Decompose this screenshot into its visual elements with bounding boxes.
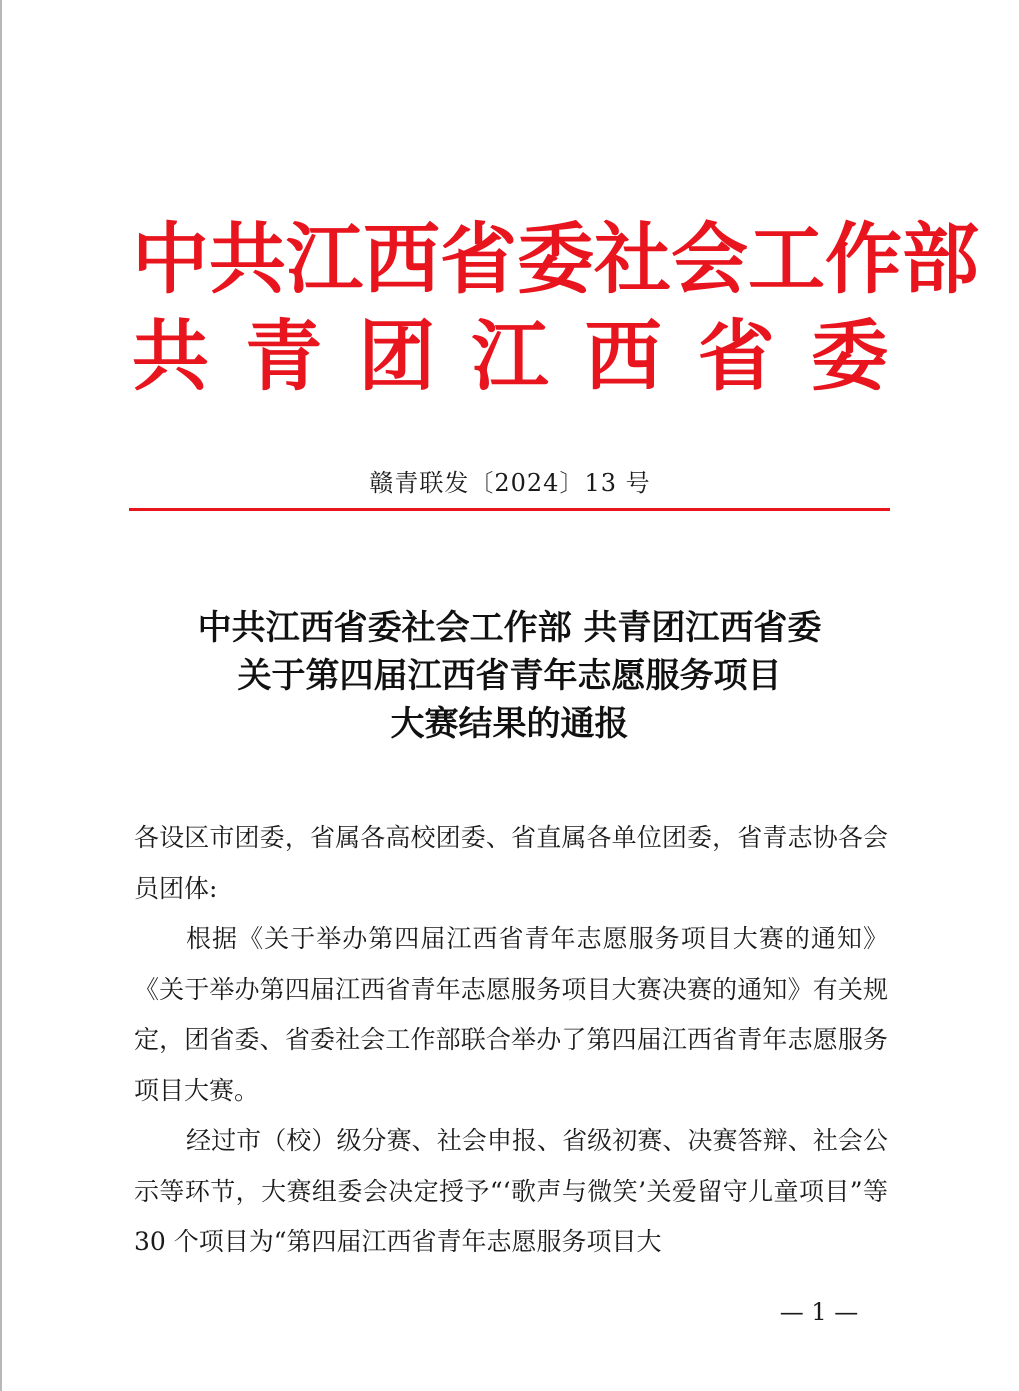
masthead-char: 共 [132,313,209,402]
red-separator-rule [129,508,890,511]
masthead-char: 共 [209,216,286,305]
title-line-1: 中共江西省委社会工作部 共青团江西省委 [197,608,822,648]
masthead-char: 作 [825,216,902,305]
masthead-char: 委 [810,313,888,402]
masthead-char: 会 [671,216,748,305]
masthead-char: 社 [594,216,671,305]
masthead-char: 团 [358,313,436,402]
title-line-3: 大赛结果的通报 [390,704,629,744]
masthead-char: 江 [286,216,363,305]
document-number: 赣青联发〔2024〕13 号 [369,469,651,497]
masthead-char: 江 [471,313,549,402]
page-number: — 1 — [779,1298,859,1326]
salutation: 各设区市团委，省属各高校团委、省直属各单位团委，省青志协各会员团体: [134,823,888,903]
body-paragraph-2: 经过市（校）级分赛、社会申报、省级初赛、决赛答辩、社会公示等环节，大赛组委会决定授予“‘歌声与微笑’关爱留守儿童项目”等 30 个项目为“第四届江西省青年志愿服务项目大 [134,1126,888,1256]
masthead-char: 部 [902,216,979,305]
masthead-char: 西 [584,313,662,402]
body-paragraph-1: 根据《关于举办第四届江西省青年志愿服务项目大赛的通知》《关于举办第四届江西省青年志愿服务项目大赛决赛的通知》有关规定，团省委、省委社会工作部联合举办了第四届江西省青年志愿服务项目大赛。 [134,924,888,1105]
document-body [134,813,888,1268]
masthead-char: 委 [517,216,594,305]
masthead-char: 省 [697,313,775,402]
page-left-edge [0,0,2,1391]
title-line-2: 关于第四届江西省青年志愿服务项目 [237,656,782,696]
masthead-char: 工 [748,216,825,305]
masthead-char: 青 [245,313,323,402]
masthead-char: 中 [132,216,209,305]
masthead-line-1 [132,216,979,306]
document-title [100,604,919,748]
masthead-char: 省 [440,216,517,305]
masthead-line-2 [132,313,888,403]
masthead-char: 西 [363,216,440,305]
